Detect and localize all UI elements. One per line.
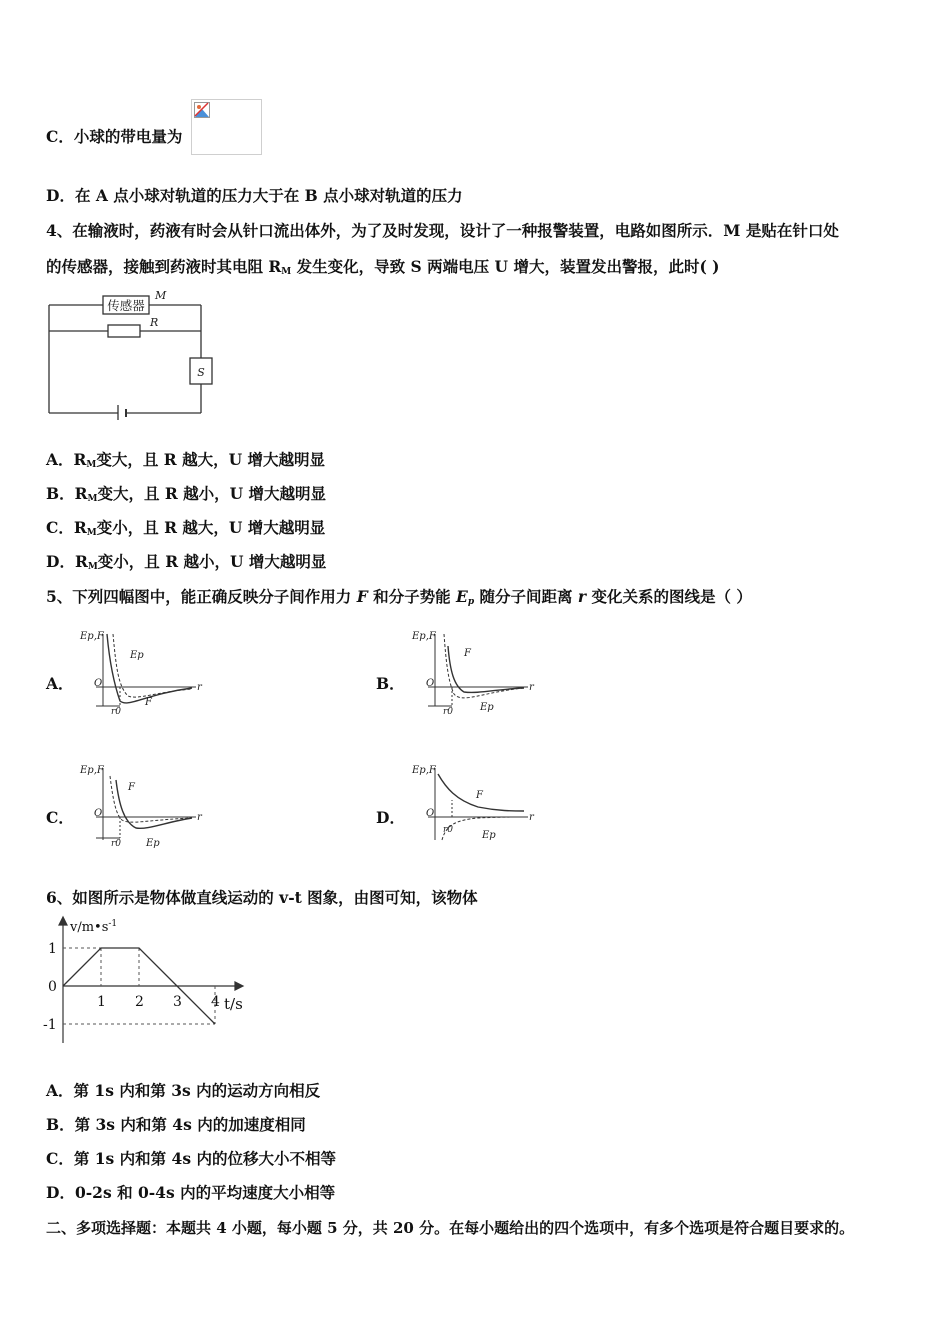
vt-x-tick-label: 4: [211, 994, 220, 1010]
q4-option-d-label: D．R: [46, 552, 88, 571]
vt-xlabel: t/s: [224, 995, 243, 1013]
graph-d-r: r: [529, 812, 534, 823]
q5-option-a-label: A．: [46, 674, 74, 693]
q5-stem: [46, 587, 752, 612]
section-2-heading: [46, 1218, 854, 1238]
q5-stem-mid2: 随分子间距离: [474, 587, 578, 606]
graph-d-axis-y: Ep,F: [412, 765, 436, 776]
q4-option-b: [46, 484, 326, 509]
graph-b-ep: Ep: [480, 702, 494, 713]
q4-option-a: [46, 450, 325, 475]
graph-d-origin: O: [426, 808, 435, 819]
vt-ylabel-sup: -1: [108, 919, 118, 929]
q6-option-d: [46, 1183, 335, 1203]
q6-option-b: [46, 1115, 306, 1135]
graph-a-r: r: [197, 682, 202, 693]
graph-c-r0: r0: [111, 839, 122, 848]
vt-x-tick-label: 2: [135, 994, 144, 1010]
q5-graph-b: [408, 626, 538, 714]
q6-vt-chart: [40, 915, 252, 1050]
q4-option-c-label: C．R: [46, 518, 87, 537]
q3-option-c-text: C．小球的带电量为: [46, 127, 183, 146]
graph-b-r0: r0: [443, 707, 454, 714]
q4-option-c-text: 变小，且 R 越大，U 增大越明显: [96, 518, 326, 537]
label-r: R: [150, 316, 159, 329]
section-2-text: 二、多项选择题：本题共 4 小题，每小题 5 分，共 20 分。在每小题给出的四个选项中，有多个选项是符合题目要求的。: [46, 1219, 855, 1237]
q4-option-a-text: 变大，且 R 越大，U 增大越明显: [96, 450, 325, 469]
q4-option-b-text: 变大，且 R 越小，U 增大越明显: [97, 484, 327, 503]
q5-graph-a: [76, 626, 206, 714]
graph-b-axis-y: Ep,F: [412, 631, 436, 642]
graph-c-axis-y: Ep,F: [80, 765, 104, 776]
q5-stem-post: 变化关系的图线是（ ）: [586, 587, 752, 606]
q4-option-a-sub: M: [86, 460, 97, 470]
curve-f: [110, 776, 192, 822]
graph-a-r0: r0: [111, 707, 122, 714]
q5-option-b-label: B．: [376, 674, 405, 693]
graph-a-ep: Ep: [130, 650, 144, 661]
q4-stem-post: 发生变化，导致 S 两端电压 U 增大，装置发出警报，此时( ): [291, 257, 720, 276]
graph-a-f: F: [145, 697, 152, 708]
broken-image-icon: [194, 102, 210, 118]
q4-stem-sub: M: [281, 267, 292, 277]
q4-option-b-sub: M: [87, 494, 98, 504]
vt-y-arrow: [59, 917, 67, 925]
q6-stem-text: 6、如图所示是物体做直线运动的 v-t 图象，由图可知，该物体: [46, 888, 478, 907]
q6-stem: [46, 888, 478, 908]
sensor-label: 传感器: [107, 298, 145, 313]
graph-d-f: F: [476, 790, 483, 801]
q5-option-d-label: D．: [376, 808, 405, 827]
q6-option-b-text: B．第 3s 内和第 4s 内的加速度相同: [46, 1115, 306, 1134]
vt-x-tick-label: 1: [97, 994, 106, 1010]
q4-option-b-label: B．R: [46, 484, 88, 503]
vt-y-tick-label: 1: [48, 941, 57, 957]
q6-option-a-text: A．第 1s 内和第 3s 内的运动方向相反: [46, 1081, 321, 1100]
q4-stem-text-1: 4、在输液时，药液有时会从针口流出体外，为了及时发现，设计了一种报警装置，电路如图所示．M 是贴在针口处: [46, 221, 839, 240]
q5-graph-c: [76, 760, 206, 848]
q5-stem-mid: 和分子势能: [367, 587, 456, 606]
curve-f: [448, 646, 524, 692]
q3-option-c: [46, 127, 182, 147]
graph-b-f: F: [464, 648, 471, 659]
q5-stem-f: F: [356, 587, 368, 606]
q4-option-d-sub: M: [87, 562, 98, 572]
vt-ylabel-text: v/m•s: [70, 920, 109, 935]
vt-x-tick-label: 3: [173, 994, 182, 1010]
q5-stem-ep: E: [456, 587, 468, 606]
vt-x-arrow: [235, 982, 243, 990]
curve-ep: [113, 634, 192, 697]
q5-stem-ep-sub: p: [467, 597, 475, 607]
graph-c-origin: O: [94, 808, 103, 819]
q6-option-d-text: D．0-2s 和 0-4s 内的平均速度大小相等: [46, 1183, 336, 1202]
graph-a-axis-y: Ep,F: [80, 631, 104, 642]
q5-graph-d: [408, 760, 538, 848]
broken-image: [191, 99, 262, 155]
q4-option-c: [46, 518, 325, 543]
q4-option-c-sub: M: [86, 528, 97, 538]
graph-b-r: r: [529, 682, 534, 693]
q5-stem-pre: 5、下列四幅图中，能正确反映分子间作用力: [46, 587, 357, 606]
q4-circuit-diagram: [44, 288, 220, 420]
graph-c-ep: Ep: [146, 838, 160, 848]
q4-stem-line1: [46, 221, 839, 241]
q5-stem-r: r: [577, 587, 587, 606]
label-s: S: [197, 366, 205, 379]
q4-stem-line2: [46, 257, 720, 282]
graph-b-origin: O: [426, 678, 435, 689]
graph-d-r0: r0: [443, 825, 454, 835]
label-m: M: [155, 289, 167, 302]
q3-option-d: [46, 186, 463, 206]
resistor-r: [108, 325, 140, 337]
vt-y-tick-label: -1: [43, 1017, 57, 1033]
graph-c-r: r: [197, 812, 202, 823]
q6-option-c-text: C．第 1s 内和第 4s 内的位移大小不相等: [46, 1149, 336, 1168]
vt-y-tick-label: 0: [48, 979, 57, 995]
graph-a-origin: O: [94, 678, 103, 689]
q6-option-a: [46, 1081, 320, 1101]
graph-d-ep: Ep: [482, 830, 496, 841]
q4-stem-pre: 的传感器，接触到药液时其电阻 R: [46, 257, 282, 276]
q5-option-c-label: C．: [46, 808, 74, 827]
q4-option-d-text: 变小，且 R 越小，U 增大越明显: [97, 552, 327, 571]
graph-c-f: F: [128, 782, 135, 793]
q3-option-d-text: D．在 A 点小球对轨道的压力大于在 B 点小球对轨道的压力: [46, 186, 463, 205]
vt-ylabel: [69, 919, 117, 935]
q4-option-d: [46, 552, 326, 577]
q4-option-a-label: A．R: [46, 450, 87, 469]
q6-option-c: [46, 1149, 336, 1169]
